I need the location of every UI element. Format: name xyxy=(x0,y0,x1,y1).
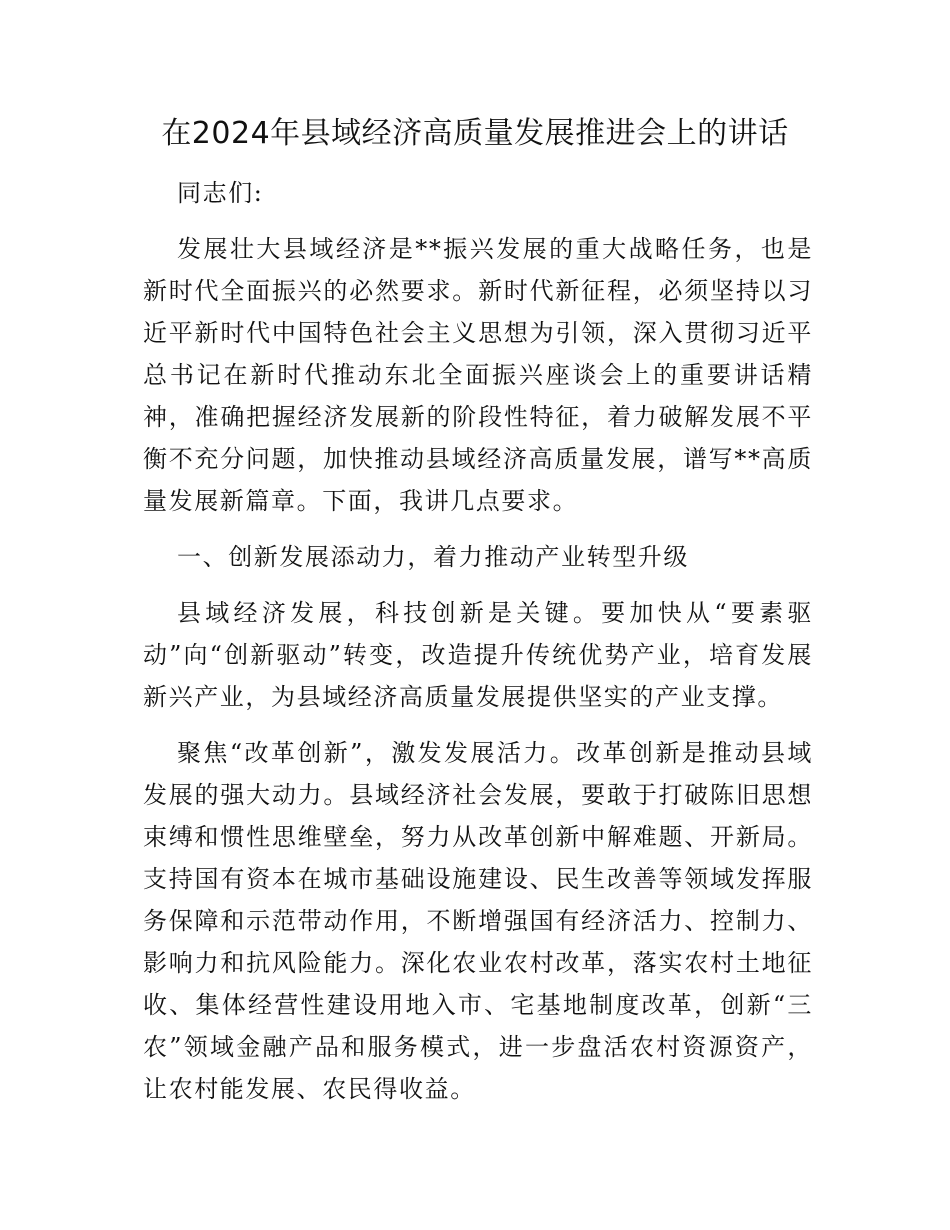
document-title: 在2024年县域经济高质量发展推进会上的讲话 xyxy=(161,116,789,151)
section-heading-1: 一、创新发展添动力，着力推动产业转型升级 xyxy=(177,543,689,571)
paragraph-reform: 聚焦“改革创新”，激发发展活力。改革创新是推动县域发展的强大动力。县域经济社会发展，要敢于打破陈旧思想束缚和惯性思维壁垒，努力从改革创新中解难题、开新局。支持国有资本在城市基础设施建设、民生改善等领域发挥服务保障和示范带动作用，不断增强国有经济活力、控制力、影响力和抗风险能力。深化农业农村改革，落实农村土地征收、集体经营性建设用地入市、宅基地制度改革，创新“三农”领域金融产品和服务模式，进一步盘活农村资源资产，让农村能发展、农民得收益。 xyxy=(143,739,813,1103)
document-body xyxy=(143,172,813,1124)
paragraph-intro: 发展壮大县域经济是**振兴发展的重大战略任务，也是新时代全面振兴的必然要求。新时代新征程，必须坚持以习近平新时代中国特色社会主义思想为引领，深入贯彻习近平总书记在新时代推动东北全面振兴座谈会上的重要讲话精神，准确把握经济发展新的阶段性特征，着力破解发展不平衡不充分问题，加快推动县域经济高质量发展，谱写**高质量发展新篇章。下面，我讲几点要求。 xyxy=(143,235,813,515)
paragraph-innovation: 县域经济发展，科技创新是关键。要加快从“要素驱动”向“创新驱动”转变，改造提升传统优势产业，培育发展新兴产业，为县域经济高质量发展提供坚实的产业支撑。 xyxy=(143,599,813,711)
salutation: 同志们: xyxy=(177,179,264,207)
